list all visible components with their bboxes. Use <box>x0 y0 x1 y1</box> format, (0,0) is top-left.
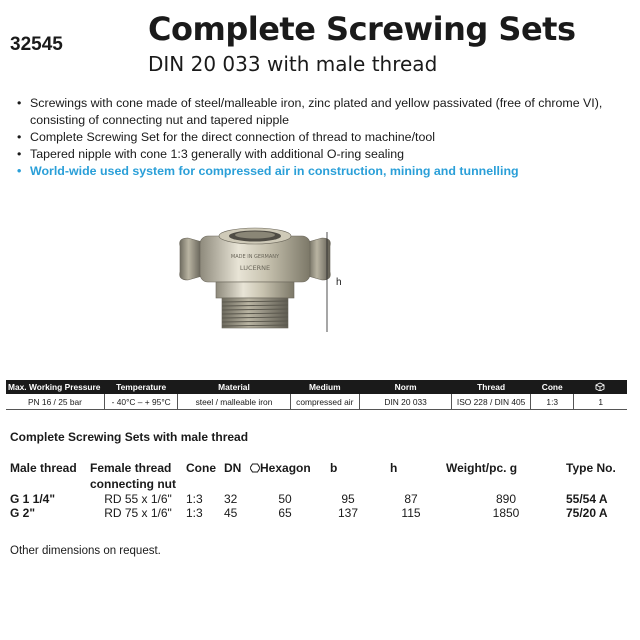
page-title: Complete Screwing Sets <box>148 10 576 48</box>
dimension-label-h: h <box>336 277 342 288</box>
cell-male-thread: G 1 1/4" <box>10 492 56 506</box>
col-header-female-line2: connecting nut <box>90 477 176 491</box>
nut-marking-text: MADE IN GERMANY <box>230 254 280 260</box>
spec-table-header-row <box>6 380 627 394</box>
footer-note: Other dimensions on request. <box>10 545 161 557</box>
cell-hexagon: 50 <box>278 492 292 506</box>
spec-value: steel / malleable iron <box>178 394 290 410</box>
product-row <box>10 492 626 506</box>
spec-header: Cone <box>530 380 574 394</box>
feature-item: • Tapered nipple with cone 1:3 generally with additional O-ring sealing <box>14 146 624 163</box>
cell-type-no: 75/20 A <box>566 506 608 520</box>
hexagon-icon <box>250 463 260 473</box>
cell-cone: 1:3 <box>186 492 203 506</box>
feature-list <box>14 95 624 180</box>
spec-value: - 40°C – + 95°C <box>104 394 177 410</box>
feature-item: • Screwings with cone made of steel/malleable iron, zinc plated and yellow passivated (free of chrome VI), consisting of connecting nut and tapered nipple <box>14 95 624 129</box>
spec-table-row <box>6 394 627 410</box>
product-row <box>10 506 626 520</box>
cell-dn: 45 <box>224 506 238 520</box>
spec-header: Medium <box>290 380 359 394</box>
col-header-hexagon-label: Hexagon <box>260 461 311 475</box>
cell-weight: 890 <box>495 492 517 506</box>
col-header-hexagon <box>250 460 320 492</box>
product-table-header-row <box>10 460 626 492</box>
col-header-weight: Weight/pc. g <box>446 461 518 475</box>
cell-h: 115 <box>401 506 421 520</box>
cell-weight: 1850 <box>492 506 520 520</box>
cell-female-thread: RD 55 x 1/6" <box>104 492 172 506</box>
feature-item: • Complete Screwing Set for the direct connection of thread to machine/tool <box>14 129 624 146</box>
spec-value: ISO 228 / DIN 405 <box>452 394 531 410</box>
col-header-type-no: Type No. <box>566 461 616 475</box>
spec-header: Thread <box>452 380 531 394</box>
cell-female-thread: RD 75 x 1/6" <box>104 506 172 520</box>
spec-value: PN 16 / 25 bar <box>6 394 104 410</box>
col-header-female-thread <box>90 460 186 492</box>
col-header-male-thread: Male thread <box>10 461 77 475</box>
spec-header: Norm <box>360 380 452 394</box>
spec-header: Temperature <box>104 380 177 394</box>
col-header-b: b <box>330 461 338 475</box>
catalog-number: 32545 <box>10 34 63 55</box>
page-subtitle: DIN 20 033 with male thread <box>148 52 438 76</box>
spec-value: 1 <box>574 394 627 410</box>
nut-brand-text: LUCERNE <box>239 264 271 272</box>
cell-dn: 32 <box>224 492 238 506</box>
cell-cone: 1:3 <box>186 506 203 520</box>
spec-table <box>6 380 627 410</box>
col-header-cone: Cone <box>186 461 216 475</box>
cell-b: 95 <box>341 492 355 506</box>
cell-hexagon: 65 <box>278 506 292 520</box>
cell-male-thread: G 2" <box>10 506 36 520</box>
section-title: Complete Screwing Sets with male thread <box>10 430 249 444</box>
spec-value: compressed air <box>290 394 359 410</box>
col-header-h: h <box>390 461 398 475</box>
col-header-female-line1: Female thread <box>90 461 172 475</box>
spec-value: 1:3 <box>530 394 574 410</box>
cell-h: 87 <box>404 492 418 506</box>
packaging-icon <box>574 380 627 394</box>
cell-b: 137 <box>337 506 359 520</box>
spec-value: DIN 20 033 <box>360 394 452 410</box>
col-header-dn: DN <box>224 461 242 475</box>
feature-item-highlight: • World-wide used system for compressed air in construction, mining and tunnelling <box>14 163 624 180</box>
cell-type-no: 55/54 A <box>566 492 608 506</box>
spec-header: Max. Working Pressure <box>6 380 104 394</box>
product-table <box>10 460 626 520</box>
spec-header: Material <box>178 380 290 394</box>
product-image <box>170 220 340 340</box>
